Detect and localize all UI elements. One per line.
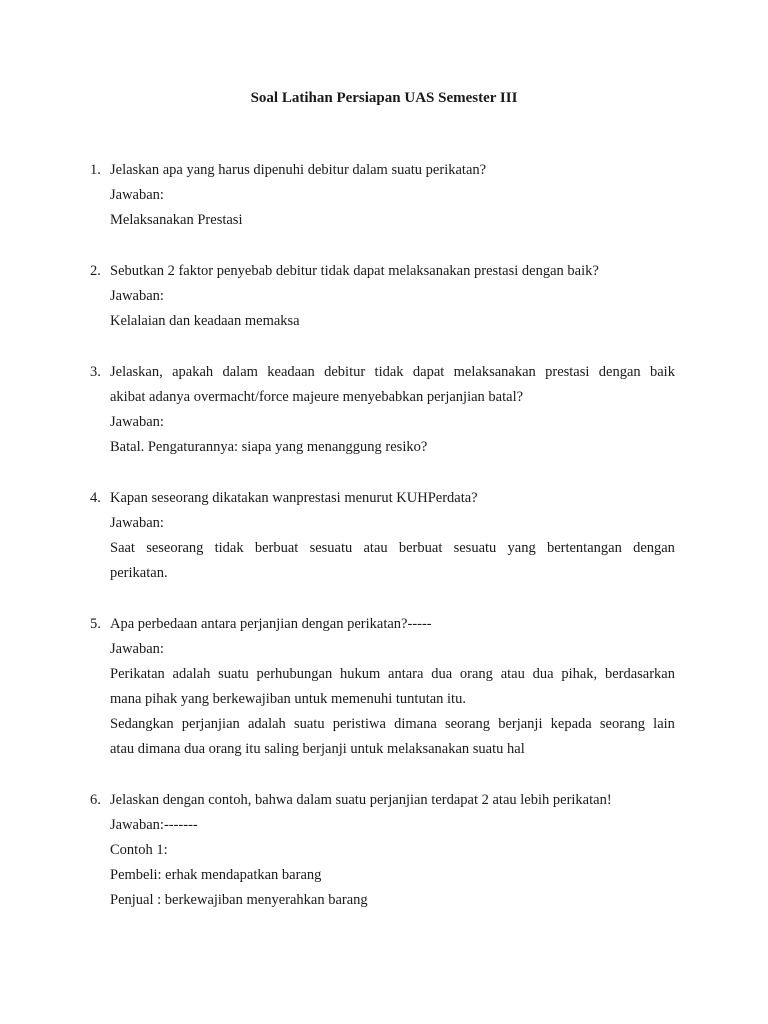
- word: antara: [388, 666, 424, 682]
- answer-text: Melaksanakan Prestasi: [110, 212, 243, 228]
- word: berbuat: [254, 540, 299, 556]
- question-text: [90, 360, 675, 385]
- question-text: 6. Jelaskan dengan contoh, bahwa dalam suatu perjanjian terdapat 2 atau lebih perikatan!: [90, 788, 675, 813]
- answer-text-continued: atau dimana dua orang itu saling berjanji untuk melaksanakan suatu hal: [110, 741, 525, 757]
- word: prestasi: [545, 364, 590, 380]
- answer-text: [90, 712, 675, 737]
- question-text: 2. Sebutkan 2 faktor penyebab debitur tidak dapat melaksanakan prestasi dengan baik?: [90, 259, 675, 284]
- word: seseorang: [146, 540, 204, 556]
- word: adalah: [247, 716, 286, 732]
- question-number: 4.: [90, 490, 101, 506]
- word: suatu: [293, 716, 325, 732]
- word: dapat: [412, 364, 445, 380]
- question-number: 3.: [90, 364, 101, 380]
- word: perhubungan: [256, 666, 333, 682]
- answer-label: Jawaban:: [110, 187, 164, 203]
- answer-text: Batal. Pengaturannya: siapa yang menanggung resiko?: [110, 439, 428, 455]
- question-item-5: [90, 612, 675, 762]
- word: seorang: [444, 716, 491, 732]
- question-number: 5.: [90, 616, 101, 632]
- answer-label: Jawaban:: [110, 515, 164, 531]
- answer-label: Jawaban:-------: [110, 817, 198, 833]
- word: Sedangkan: [110, 716, 174, 732]
- word: Jelaskan,: [110, 364, 163, 380]
- word: dengan: [598, 364, 641, 380]
- word: adalah: [172, 666, 211, 682]
- word: tidak: [374, 364, 404, 380]
- question-item-4: [90, 486, 675, 586]
- word: apakah: [172, 364, 214, 380]
- word: berdasarkan: [604, 666, 675, 682]
- question-number: 6.: [90, 792, 101, 808]
- answer-text-continued: perikatan.: [110, 565, 168, 581]
- answer-label: Jawaban:: [110, 641, 164, 657]
- example-heading: Contoh 1:: [110, 842, 168, 858]
- example-buyer: Pembeli: erhak mendapatkan barang: [110, 867, 322, 883]
- answer-label: Jawaban:: [110, 288, 164, 304]
- question-text-continued: akibat adanya overmacht/force majeure menyebabkan perjanjian batal?: [110, 389, 524, 405]
- word: bertentangan: [546, 540, 622, 556]
- word: baik: [649, 364, 675, 380]
- question-item-6: [90, 788, 675, 913]
- answer-text: [90, 662, 675, 687]
- answer-text: [90, 536, 675, 561]
- word: dua: [431, 666, 453, 682]
- word: lain: [653, 716, 675, 732]
- justified-line: [110, 360, 675, 385]
- word: yang: [507, 540, 536, 556]
- word: peristiwa: [332, 716, 386, 732]
- word: atau: [363, 540, 388, 556]
- word: seorang: [599, 716, 645, 732]
- word: pihak,: [561, 666, 598, 682]
- word: kepada: [550, 716, 592, 732]
- word: sesuatu: [309, 540, 353, 556]
- word: Perikatan: [110, 666, 165, 682]
- question-number: 2.: [90, 263, 101, 279]
- document-title: Soal Latihan Persiapan UAS Semester III: [250, 90, 518, 106]
- word: debitur: [324, 364, 366, 380]
- question-item-1: [90, 158, 675, 233]
- example-seller: Penjual : berkewajiban menyerahkan barang: [110, 892, 368, 908]
- word: keadaan: [267, 364, 315, 380]
- question-number: 1.: [90, 162, 101, 178]
- word: dimana: [394, 716, 437, 732]
- question-text: 4. Kapan seseorang dikatakan wanprestasi menurut KUHPerdata?: [90, 486, 675, 511]
- word: suatu: [218, 666, 249, 682]
- word: Saat: [110, 540, 135, 556]
- word: berjanji: [498, 716, 543, 732]
- word: dalam: [222, 364, 258, 380]
- answer-label: Jawaban:: [110, 414, 164, 430]
- word: melaksanakan: [453, 364, 536, 380]
- word: orang: [459, 666, 493, 682]
- word: perjanjian: [181, 716, 240, 732]
- question-item-3: [90, 360, 675, 460]
- question-text: 5. Apa perbedaan antara perjanjian dengan perikatan?-----: [90, 612, 675, 637]
- word: dua: [532, 666, 554, 682]
- word: sesuatu: [453, 540, 497, 556]
- word: hukum: [339, 666, 381, 682]
- question-item-2: [90, 259, 675, 334]
- word: berbuat: [398, 540, 443, 556]
- answer-text-continued: mana pihak yang berkewajiban untuk memenuhi tuntutan itu.: [110, 691, 466, 707]
- question-text: 1. Jelaskan apa yang harus dipenuhi debitur dalam suatu perikatan?: [90, 158, 675, 183]
- word: tidak: [214, 540, 244, 556]
- word: dengan: [633, 540, 675, 556]
- answer-text: Kelalaian dan keadaan memaksa: [110, 313, 300, 329]
- word: atau: [500, 666, 525, 682]
